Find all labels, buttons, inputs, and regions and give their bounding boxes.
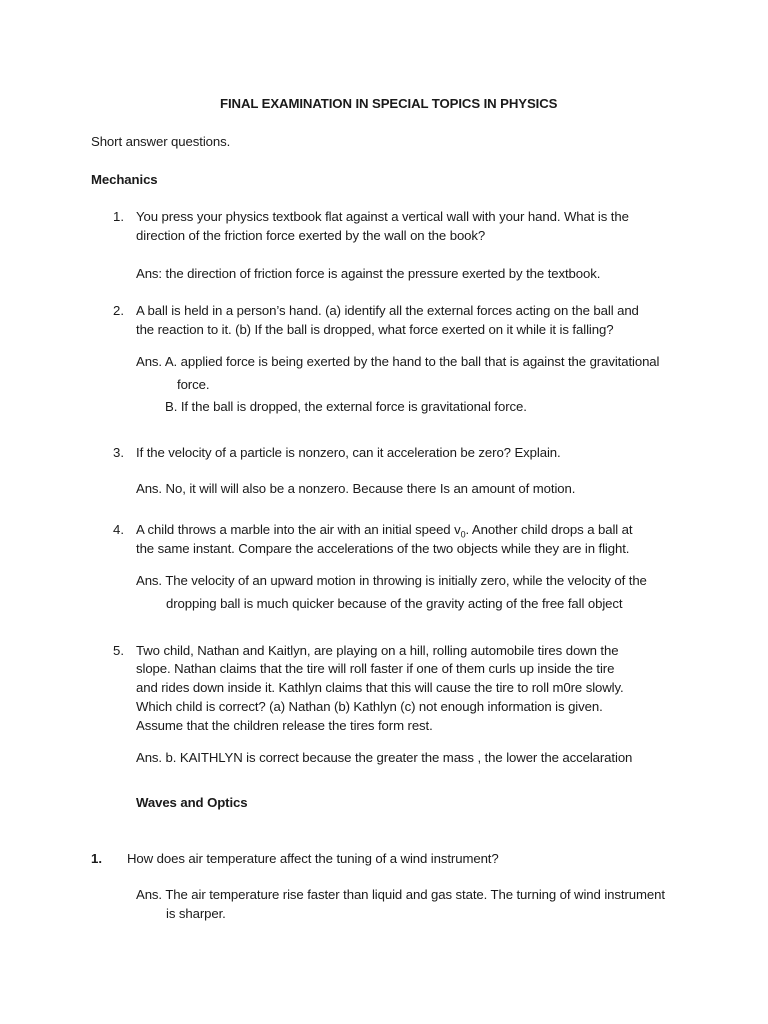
section-heading-mechanics: Mechanics — [91, 172, 158, 187]
question-text: Assume that the children release the tires form rest. — [136, 718, 433, 733]
question-number: 1. — [91, 851, 102, 866]
question-number: 2. — [113, 303, 124, 318]
answer-text: is sharper. — [166, 906, 226, 921]
answer-text: force. — [177, 377, 210, 392]
answer-text: Ans. The velocity of an upward motion in throwing is initially zero, while the velocity of the — [136, 573, 647, 588]
question-text: Two child, Nathan and Kaitlyn, are playing on a hill, rolling automobile tires down the — [136, 643, 619, 658]
question-text: and rides down inside it. Kathlyn claims that this will cause the tire to roll m0re slowly. — [136, 680, 624, 695]
subscript-zero: 0 — [460, 529, 466, 540]
question-text-part: A child throws a marble into the air with an initial speed v — [136, 522, 461, 537]
question-text: Which child is correct? (a) Nathan (b) Kathlyn (c) not enough information is given. — [136, 699, 603, 714]
question-number: 4. — [113, 522, 124, 537]
question-text — [136, 520, 632, 539]
section-heading-waves-optics: Waves and Optics — [136, 795, 248, 810]
answer-text: Ans. A. applied force is being exerted by the hand to the ball that is against the gravitational — [136, 354, 660, 369]
question-text: the same instant. Compare the accelerations of the two objects while they are in flight. — [136, 541, 630, 556]
question-number: 3. — [113, 445, 124, 460]
question-text: If the velocity of a particle is nonzero, can it acceleration be zero? Explain. — [136, 445, 561, 460]
answer-text: Ans. No, it will will also be a nonzero. Because there Is an amount of motion. — [136, 481, 576, 496]
question-number: 5. — [113, 643, 124, 658]
exam-subtitle: Short answer questions. — [91, 134, 231, 149]
question-text: slope. Nathan claims that the tire will roll faster if one of them curls up inside the tire — [136, 661, 615, 676]
question-text: A ball is held in a person’s hand. (a) identify all the external forces acting on the ball and — [136, 303, 639, 318]
answer-text: Ans: the direction of friction force is against the pressure exerted by the textbook. — [136, 266, 601, 281]
question-text-part: . Another child drops a ball at — [465, 522, 633, 537]
question-text: You press your physics textbook flat against a vertical wall with your hand. What is the — [136, 209, 629, 224]
answer-text: Ans. b. KAITHLYN is correct because the greater the mass , the lower the accelaration — [136, 750, 633, 765]
answer-text: B. If the ball is dropped, the external force is gravitational force. — [165, 399, 527, 414]
question-number: 1. — [113, 209, 124, 224]
question-text: direction of the friction force exerted by the wall on the book? — [136, 228, 486, 243]
answer-text: Ans. The air temperature rise faster than liquid and gas state. The turning of wind instrument — [136, 887, 665, 902]
answer-text: dropping ball is much quicker because of the gravity acting of the free fall object — [166, 596, 623, 611]
question-text: the reaction to it. (b) If the ball is dropped, what force exerted on it while it is falling? — [136, 322, 614, 337]
question-text: How does air temperature affect the tuning of a wind instrument? — [127, 851, 499, 866]
exam-title: FINAL EXAMINATION IN SPECIAL TOPICS IN PHYSICS — [220, 96, 558, 111]
